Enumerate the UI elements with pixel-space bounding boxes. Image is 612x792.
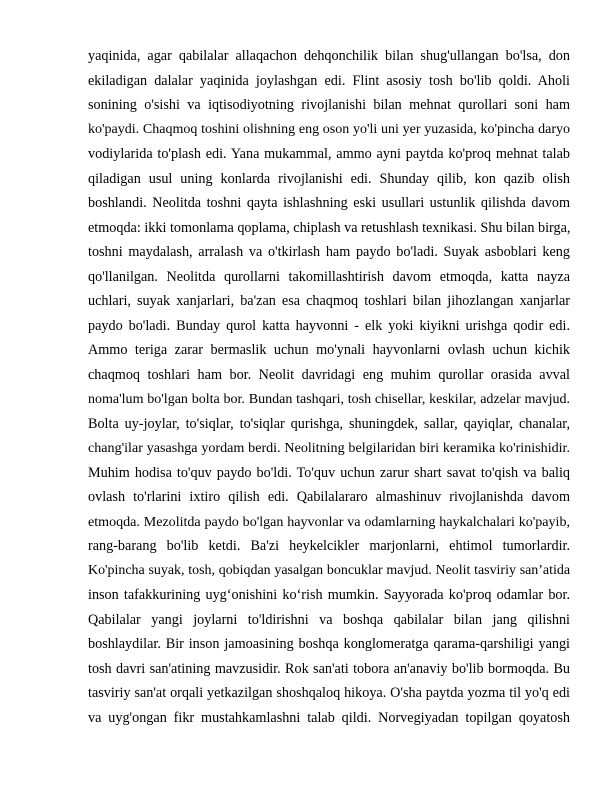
text-line: paydo bo'ladi. Bunday qurol katta hayvonni - elk yoki kiyikni urishga qodir edi. xyxy=(88,317,570,334)
text-line: chaqmoq toshlari ham bor. Neolit davridagi eng muhim qurollar orasida avval xyxy=(88,366,570,383)
text-line: ko'paydi. Chaqmoq toshini olishning eng oson yo'li uni yer yuzasida, ko'pincha daryo xyxy=(88,121,570,137)
text-line: qiladigan usul uning konlarda rivojlanishi edi. Shunday qilib, kon qazib olish xyxy=(88,170,570,187)
text-line: toshni maydalash, arralash va o'tkirlash ham paydo bo'ladi. Suyak asboblari keng xyxy=(88,244,570,260)
text-line: etmoqda. Mezolitda paydo bo'lgan hayvonlar va odamlarning haykalchalari ko'payib, xyxy=(88,513,570,530)
text-line: uchlari, suyak xanjarlari, ba'zan esa chaqmoq toshlari bilan jihozlangan xanjarlar xyxy=(88,293,570,309)
text-line: boshlaydilar. Bir inson jamoasining boshqa konglomeratga qarama-qarshiligi yangi xyxy=(88,636,570,652)
text-line: Ko'pincha suyak, tosh, qobiqdan yasalgan boncuklar mavjud. Neolit tasviriy sanʼatida xyxy=(88,562,570,578)
text-line: yaqinida, agar qabilalar allaqachon dehqonchilik bilan shug'ullangan bo'lsa, don xyxy=(88,48,570,64)
text-line: vodiylarida to'plash edi. Yana mukammal, ammo ayni paytda ko'proq mehnat talab xyxy=(88,146,570,162)
text-line: etmoqda: ikki tomonlama qoplama, chiplash va retushlash texnikasi. Shu bilan birga, xyxy=(88,219,571,236)
text-line: noma'lum bo'lgan bolta bor. Bundan tashqari, tosh chisellar, keskilar, adzelar mavjud. xyxy=(88,391,570,407)
text-line: qo'llanilgan. Neolitda qurollarni takomillashtirish davom etmoqda, katta nayza xyxy=(88,268,570,285)
text-line: chang'ilar yasashga yordam berdi. Neolitning belgilaridan biri keramika ko'rinishidir. xyxy=(88,440,570,456)
text-line: Muhim hodisa to'quv paydo bo'ldi. To'quv uchun zarur shart savat to'qish va baliq xyxy=(88,464,570,481)
text-line: ovlash to'rlarini ixtiro qilish edi. Qabilalararo almashinuv rivojlanishda davom xyxy=(88,489,570,505)
text-line: ekiladigan dalalar yaqinida joylashgan edi. Flint asosiy tosh bo'lib qoldi. Aholi xyxy=(88,72,570,89)
body-text xyxy=(88,44,570,730)
text-line: tasviriy san'at orqali yetkazilgan shoshqaloq hikoya. O'sha paytda yozma til yo'q edi xyxy=(88,685,570,701)
text-line: Qabilalar yangi joylarni to'ldirishni va boshqa qabilalar bilan jang qilishni xyxy=(88,611,570,628)
text-line: boshlandi. Neolitda toshni qayta ishlashning eski usullari ustunlik qilishda davom xyxy=(88,195,570,211)
text-line: tosh davri san'atining mavzusidir. Rok san'ati tobora an'anaviy bo'lib bormoqda. Bu xyxy=(88,660,570,677)
text-line: rang-barang bo'lib ketdi. Ba'zi heykelcikler marjonlarni, ehtimol tumorlardir. xyxy=(88,538,570,554)
text-line: Bolta uy-joylar, to'siqlar, to'siqlar qurishga, shuningdek, sallar, qayiqlar, chanalar, xyxy=(88,415,570,432)
text-line: sonining o'sishi va iqtisodiyotning rivojlanishi bilan mehnat qurollari soni ham xyxy=(88,97,570,113)
text-line: inson tafakkurining uygʻonishini koʻrish mumkin. Sayyorada ko'proq odamlar bor. xyxy=(88,587,570,603)
text-line: va uyg'ongan fikr mustahkamlashni talab qildi. Norvegiyadan topilgan qoyatosh xyxy=(88,709,570,726)
text-line: Ammo teriga zarar bermaslik uchun mo'ynali hayvonlarni ovlash uchun kichik xyxy=(88,342,570,358)
